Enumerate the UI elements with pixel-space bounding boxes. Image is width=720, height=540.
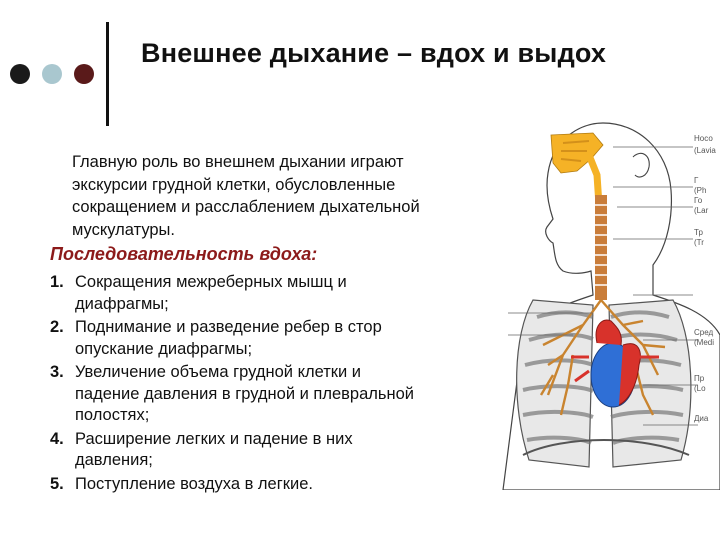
step-text: Поступление воздуха в легкие. <box>75 474 313 493</box>
figure-callout-label: (Tr <box>694 238 704 247</box>
figure-callout-label: Пр <box>694 374 705 383</box>
figure-callout-label: (Ph <box>694 186 707 195</box>
figure-callout-label: Го <box>694 196 703 205</box>
step-text: давления; <box>75 451 153 469</box>
step-text: опускание диафрагмы; <box>75 339 253 358</box>
page-title: Внешнее дыхание – вдох и выдох <box>141 38 607 68</box>
respiratory-system-illustration <box>493 95 720 490</box>
figure-callout-label: (Medi <box>694 338 715 347</box>
slide-dots <box>10 64 100 86</box>
dot-maroon-icon <box>74 64 94 84</box>
step-text: падение давления в грудной и плевральной <box>75 384 415 403</box>
figure-callout-label: Диа <box>694 414 709 423</box>
intro-paragraph <box>72 151 490 241</box>
figure-callout-label: Сред <box>694 328 714 337</box>
figure-callout-label: (Lar <box>694 206 709 215</box>
step-text: Увеличение объема грудной клетки и <box>75 363 362 381</box>
intro-line: мускулатуры. <box>72 220 176 239</box>
list-item <box>50 317 490 360</box>
intro-line: экскурсии грудной клетки, обусловленные <box>72 175 396 194</box>
figure-callout-label: (Lo <box>694 384 706 393</box>
figure-callout-label: Носо <box>694 134 713 143</box>
list-item <box>50 272 490 315</box>
sequence-heading: Последовательность вдоха: <box>50 244 318 264</box>
step-number: 2. <box>50 318 64 336</box>
step-number: 3. <box>50 363 64 381</box>
figure-callout-label: Тр <box>694 228 703 237</box>
step-text: диафрагмы; <box>75 294 169 313</box>
figure-callout-label: (Lavia <box>694 146 716 155</box>
step-text: Поднимание и разведение ребер в стор <box>75 318 382 336</box>
dot-dark-icon <box>10 64 30 84</box>
list-item <box>50 362 490 427</box>
step-number: 4. <box>50 429 64 448</box>
dot-light-icon <box>42 64 62 84</box>
list-item <box>50 474 490 496</box>
step-number: 5. <box>50 474 64 493</box>
intro-line: Главную роль во внешнем дыхании играют <box>72 153 404 171</box>
intro-line: сокращением и расслаблением дыхательной <box>72 198 420 216</box>
step-text: Сокращения межреберных мышц и <box>75 273 347 291</box>
figure-callout-label: Г <box>694 176 699 185</box>
list-item <box>50 429 490 472</box>
title-divider <box>106 22 109 126</box>
step-text: полостях; <box>75 406 150 424</box>
step-number: 1. <box>50 273 64 291</box>
step-text: Расширение легких и падение в них <box>75 429 353 448</box>
inhale-steps-list <box>50 272 490 497</box>
